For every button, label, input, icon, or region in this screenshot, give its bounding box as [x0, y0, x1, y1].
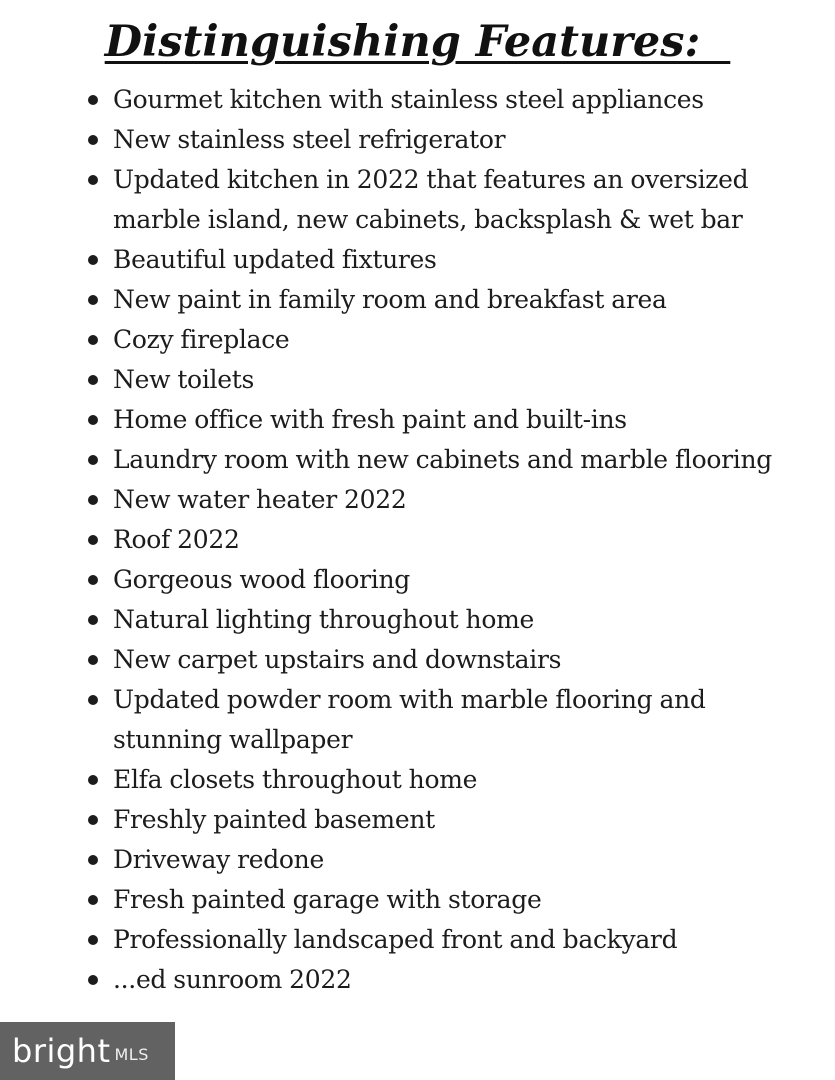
watermark-suffix: MLS [114, 1044, 149, 1064]
feature-text: Home office with fresh paint and built-ins [113, 405, 627, 434]
list-item [0, 680, 835, 760]
list-item [0, 400, 835, 440]
feature-text: New carpet upstairs and downstairs [113, 645, 562, 674]
list-item [0, 840, 835, 880]
feature-text: Updated kitchen in 2022 that features an oversized marble island, new cabinets, backsplash & wet bar [113, 165, 749, 234]
feature-text: New toilets [113, 365, 254, 394]
list-item [0, 240, 835, 280]
bullet-icon [88, 95, 98, 105]
feature-text: Fresh painted garage with storage [113, 885, 542, 914]
feature-text: Gorgeous wood flooring [113, 565, 410, 594]
bullet-icon [88, 615, 98, 625]
feature-text: Freshly painted basement [113, 805, 435, 834]
feature-text: Beautiful updated fixtures [113, 245, 437, 274]
list-item [0, 960, 835, 1000]
list-item [0, 80, 835, 120]
bullet-icon [88, 775, 98, 785]
watermark-brand: bright [12, 1032, 111, 1070]
bullet-icon [88, 975, 98, 985]
bullet-icon [88, 415, 98, 425]
list-item [0, 360, 835, 400]
feature-text: Professionally landscaped front and backyard [113, 925, 678, 954]
bullet-icon [88, 855, 98, 865]
list-item [0, 280, 835, 320]
page-title: Distinguishing Features: [104, 17, 731, 67]
feature-text: ...ed sunroom 2022 [113, 965, 352, 994]
bullet-icon [88, 455, 98, 465]
feature-text: Laundry room with new cabinets and marble flooring [113, 445, 772, 474]
feature-text: Natural lighting throughout home [113, 605, 534, 634]
bullet-icon [88, 655, 98, 665]
feature-text: Gourmet kitchen with stainless steel appliances [113, 85, 704, 114]
list-item [0, 520, 835, 560]
bullet-icon [88, 135, 98, 145]
bullet-icon [88, 695, 98, 705]
features-list [0, 80, 835, 1000]
feature-text: Elfa closets throughout home [113, 765, 478, 794]
list-item [0, 920, 835, 960]
bullet-icon [88, 255, 98, 265]
list-item [0, 800, 835, 840]
bullet-icon [88, 935, 98, 945]
list-item [0, 760, 835, 800]
list-item [0, 480, 835, 520]
bullet-icon [88, 295, 98, 305]
list-item [0, 640, 835, 680]
feature-text: New water heater 2022 [113, 485, 407, 514]
list-item [0, 880, 835, 920]
bullet-icon [88, 895, 98, 905]
bullet-icon [88, 175, 98, 185]
bright-mls-watermark [0, 1022, 175, 1080]
bullet-icon [88, 375, 98, 385]
feature-text: New stainless steel refrigerator [113, 125, 506, 154]
bullet-icon [88, 335, 98, 345]
list-item [0, 160, 835, 240]
bullet-icon [88, 815, 98, 825]
feature-text: Roof 2022 [113, 525, 240, 554]
bullet-icon [88, 535, 98, 545]
list-item [0, 600, 835, 640]
list-item [0, 560, 835, 600]
list-item [0, 440, 835, 480]
feature-text: Updated powder room with marble flooring and stunning wallpaper [113, 685, 706, 754]
feature-text: Cozy fireplace [113, 325, 290, 354]
list-item [0, 320, 835, 360]
feature-text: New paint in family room and breakfast area [113, 285, 667, 314]
bullet-icon [88, 575, 98, 585]
list-item [0, 120, 835, 160]
bullet-icon [88, 495, 98, 505]
feature-text: Driveway redone [113, 845, 324, 874]
